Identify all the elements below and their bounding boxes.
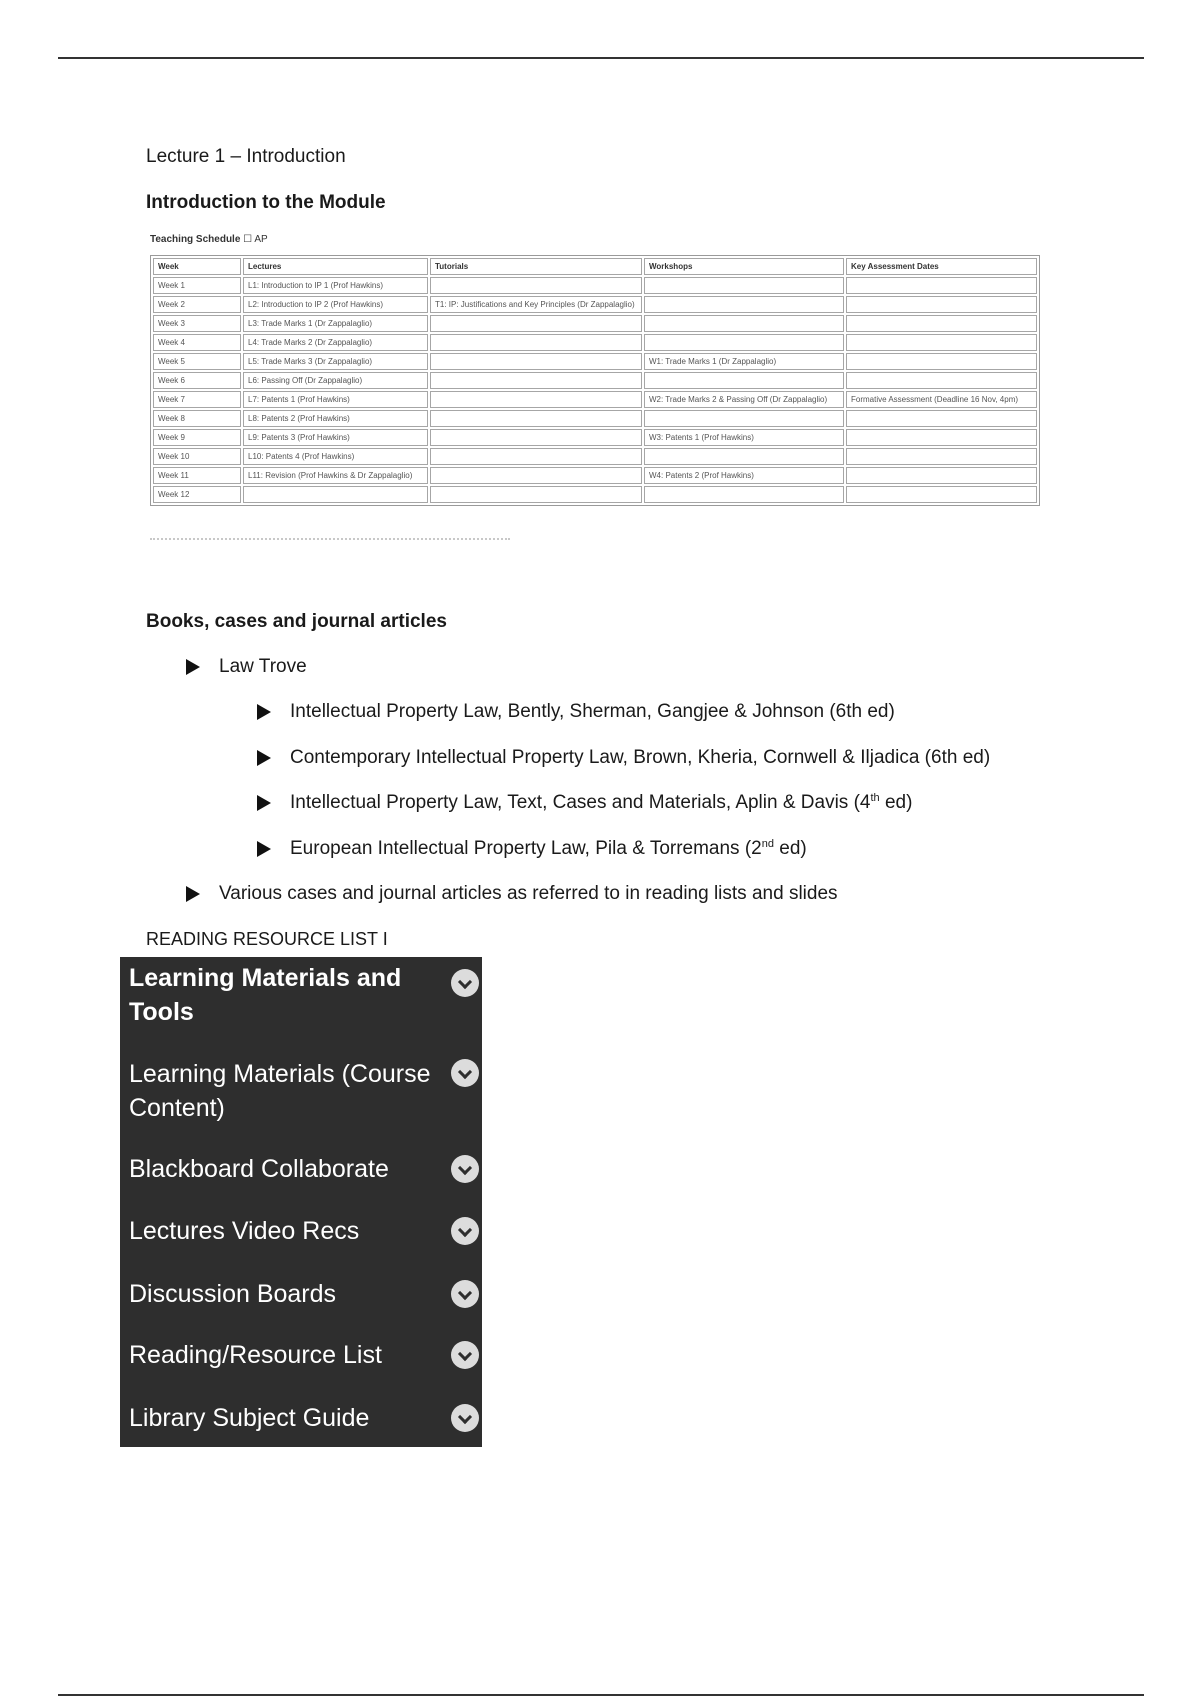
schedule-footnote-faded [150, 538, 510, 544]
cell-workshop: W2: Trade Marks 2 & Passing Off (Dr Zappalaglio) [644, 391, 844, 408]
edition-suffix: nd [761, 838, 774, 850]
cell-workshop [644, 410, 844, 427]
cell-tutorial [430, 372, 642, 389]
header-tutorials: Tutorials [430, 258, 642, 275]
menu-heading-line: Learning Materials and [129, 964, 402, 992]
menu-item-label: Library Subject Guide [129, 1404, 370, 1432]
schedule-caption [150, 234, 268, 245]
header-workshops: Workshops [644, 258, 844, 275]
cell-lecture: L3: Trade Marks 1 (Dr Zappalaglio) [243, 315, 428, 332]
cell-lecture: L11: Revision (Prof Hawkins & Dr Zappalaglio) [243, 467, 428, 484]
cell-tutorial [430, 277, 642, 294]
cell-lecture: L4: Trade Marks 2 (Dr Zappalaglio) [243, 334, 428, 351]
edition-suffix: th [870, 792, 880, 804]
table-row [153, 372, 1037, 389]
cell-tutorial [430, 429, 642, 446]
cell-lecture: L5: Trade Marks 3 (Dr Zappalaglio) [243, 353, 428, 370]
table-row [153, 277, 1037, 294]
cell-week: Week 7 [153, 391, 241, 408]
header-assessment-dates: Key Assessment Dates [846, 258, 1037, 275]
cell-week: Week 6 [153, 372, 241, 389]
cell-tutorial [430, 334, 642, 351]
menu-item-label [129, 1057, 444, 1125]
cell-tutorial [430, 315, 642, 332]
header-lectures: Lectures [243, 258, 428, 275]
cell-week: Week 5 [153, 353, 241, 370]
table-row [153, 296, 1037, 313]
table-row [153, 353, 1037, 370]
table-row [153, 410, 1037, 427]
triangle-bullet-icon [186, 886, 200, 902]
list-item-text: Law Trove [219, 656, 307, 677]
cell-workshop: W1: Trade Marks 1 (Dr Zappalaglio) [644, 353, 844, 370]
footer-rule [58, 1694, 1144, 1696]
menu-heading-label [129, 961, 444, 1029]
cell-tutorial [430, 353, 642, 370]
menu-heading-learning-materials-tools[interactable] [129, 961, 479, 1029]
cell-tutorial [430, 410, 642, 427]
schedule-caption-extra: ☐ AP [243, 234, 268, 245]
cell-assessment [846, 372, 1037, 389]
triangle-bullet-icon [257, 750, 271, 766]
cell-assessment [846, 296, 1037, 313]
triangle-bullet-icon [257, 795, 271, 811]
book-title: Intellectual Property Law, Text, Cases and Materials, Aplin & Davis (4 [290, 792, 871, 813]
chevron-down-icon[interactable] [451, 1280, 479, 1308]
list-item-text [290, 792, 912, 814]
table-row [153, 486, 1037, 503]
cell-lecture [243, 486, 428, 503]
list-item-text: Intellectual Property Law, Bently, Sherman, Gangjee & Johnson (6th ed) [290, 701, 895, 722]
table-header-row [153, 258, 1037, 275]
table-row [153, 467, 1037, 484]
cell-assessment [846, 334, 1037, 351]
chevron-down-icon[interactable] [451, 969, 479, 997]
cell-lecture: L8: Patents 2 (Prof Hawkins) [243, 410, 428, 427]
triangle-bullet-icon [186, 659, 200, 675]
cell-workshop [644, 372, 844, 389]
menu-item-line: Learning Materials (Course [129, 1060, 431, 1088]
cell-lecture: L1: Introduction to IP 1 (Prof Hawkins) [243, 277, 428, 294]
chevron-down-icon[interactable] [451, 1217, 479, 1245]
cell-week: Week 9 [153, 429, 241, 446]
cell-workshop [644, 277, 844, 294]
cell-assessment [846, 467, 1037, 484]
edition-tail: ed) [773, 838, 807, 859]
cell-week: Week 3 [153, 315, 241, 332]
cell-assessment [846, 277, 1037, 294]
cell-assessment [846, 410, 1037, 427]
lecture-title: Lecture 1 – Introduction [146, 146, 346, 167]
table-row [153, 448, 1037, 465]
table-row [153, 315, 1037, 332]
cell-workshop: W3: Patents 1 (Prof Hawkins) [644, 429, 844, 446]
table-row [153, 429, 1037, 446]
cell-week: Week 4 [153, 334, 241, 351]
menu-item-discussion-boards[interactable] [129, 1277, 479, 1311]
menu-heading-line: Tools [129, 998, 194, 1026]
cell-workshop: W4: Patents 2 (Prof Hawkins) [644, 467, 844, 484]
menu-item-label: Lectures Video Recs [129, 1217, 360, 1245]
menu-item-label: Blackboard Collaborate [129, 1155, 389, 1183]
cell-workshop [644, 296, 844, 313]
cell-week: Week 11 [153, 467, 241, 484]
cell-workshop [644, 334, 844, 351]
menu-item-lectures-video-recs[interactable] [129, 1214, 479, 1248]
cell-tutorial [430, 391, 642, 408]
menu-item-reading-resource-list[interactable] [129, 1338, 479, 1372]
table-row [153, 334, 1037, 351]
cell-week: Week 1 [153, 277, 241, 294]
chevron-down-icon[interactable] [451, 1155, 479, 1183]
list-item-text: Contemporary Intellectual Property Law, Brown, Kheria, Cornwell & Iljadica (6th ed) [290, 747, 991, 768]
schedule-caption-text: Teaching Schedule [150, 234, 241, 245]
chevron-down-icon[interactable] [451, 1341, 479, 1369]
menu-item-label: Reading/Resource List [129, 1341, 382, 1369]
triangle-bullet-icon [257, 704, 271, 720]
cell-lecture: L6: Passing Off (Dr Zappalaglio) [243, 372, 428, 389]
course-menu-panel [120, 957, 482, 1447]
triangle-bullet-icon [257, 841, 271, 857]
list-item-text [290, 838, 807, 860]
cell-tutorial [430, 448, 642, 465]
cell-lecture: L10: Patents 4 (Prof Hawkins) [243, 448, 428, 465]
menu-item-line: Content) [129, 1094, 225, 1122]
cell-tutorial [430, 486, 642, 503]
cell-assessment [846, 429, 1037, 446]
cell-assessment [846, 353, 1037, 370]
cell-tutorial: T1: IP: Justifications and Key Principles (Dr Zappalaglio) [430, 296, 642, 313]
cell-assessment [846, 448, 1037, 465]
reading-resource-label: READING RESOURCE LIST I [146, 929, 388, 949]
cell-lecture: L2: Introduction to IP 2 (Prof Hawkins) [243, 296, 428, 313]
cell-workshop [644, 486, 844, 503]
menu-item-blackboard-collaborate[interactable] [129, 1152, 479, 1186]
teaching-schedule-table [150, 255, 1040, 506]
list-item-text: Various cases and journal articles as referred to in reading lists and slides [219, 883, 838, 904]
cell-week: Week 2 [153, 296, 241, 313]
cell-week: Week 8 [153, 410, 241, 427]
chevron-down-icon[interactable] [451, 1404, 479, 1432]
cell-workshop [644, 448, 844, 465]
header-rule [58, 57, 1144, 59]
cell-assessment: Formative Assessment (Deadline 16 Nov, 4pm) [846, 391, 1037, 408]
cell-week: Week 12 [153, 486, 241, 503]
cell-workshop [644, 315, 844, 332]
cell-lecture: L7: Patents 1 (Prof Hawkins) [243, 391, 428, 408]
chevron-down-icon[interactable] [451, 1059, 479, 1087]
book-title: European Intellectual Property Law, Pila & Torremans (2 [290, 838, 762, 859]
module-heading: Introduction to the Module [146, 192, 386, 213]
table-row [153, 391, 1037, 408]
header-week: Week [153, 258, 241, 275]
menu-item-label: Discussion Boards [129, 1280, 337, 1308]
cell-lecture: L9: Patents 3 (Prof Hawkins) [243, 429, 428, 446]
cell-assessment [846, 486, 1037, 503]
edition-tail: ed) [879, 792, 913, 813]
menu-item-library-subject-guide[interactable] [129, 1401, 479, 1435]
books-heading: Books, cases and journal articles [146, 611, 447, 632]
cell-tutorial [430, 467, 642, 484]
cell-week: Week 10 [153, 448, 241, 465]
menu-item-learning-materials[interactable] [129, 1057, 479, 1125]
cell-assessment [846, 315, 1037, 332]
